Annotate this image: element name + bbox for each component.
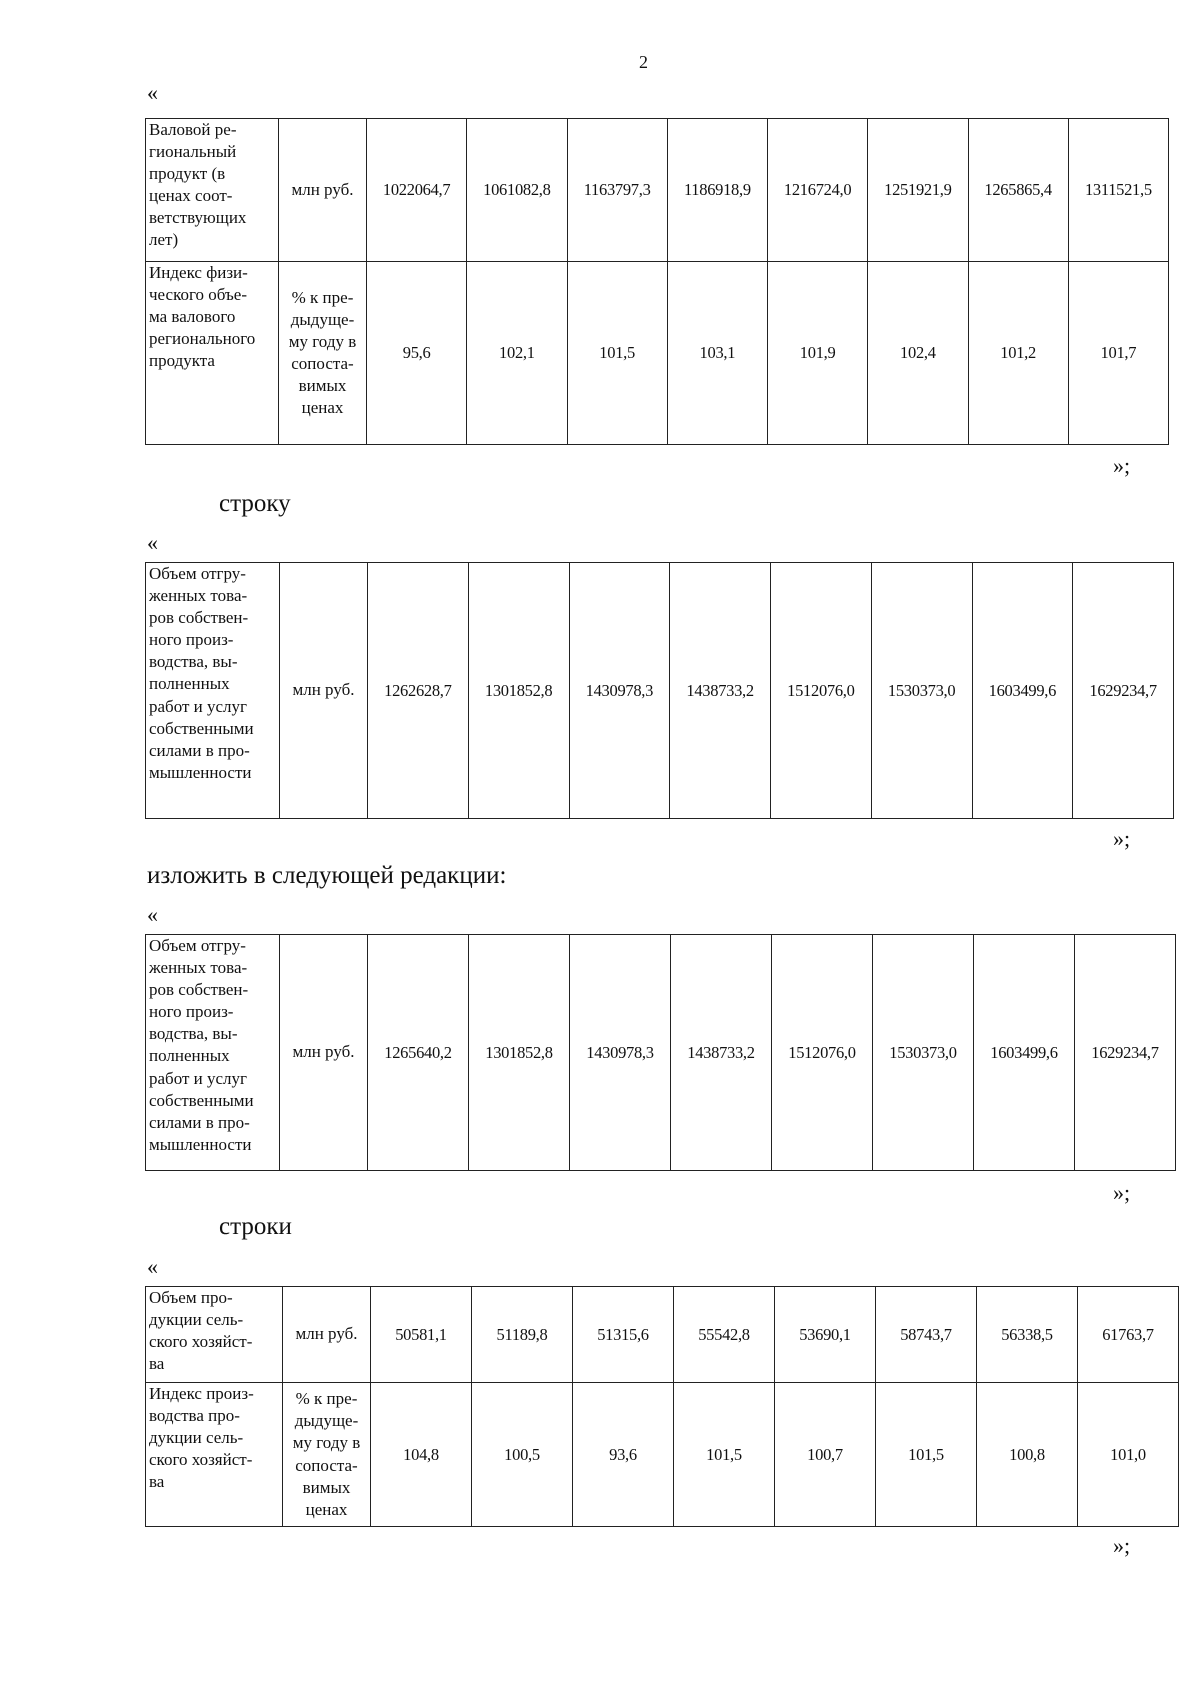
table-row <box>146 1287 1179 1383</box>
value-cell: 1530373,0 <box>873 935 974 1171</box>
value-cell: 1430978,3 <box>570 935 671 1171</box>
value-cell: 55542,8 <box>674 1287 775 1383</box>
value-cell: 1603499,6 <box>972 563 1073 819</box>
shipped-goods-table-old <box>145 562 1174 819</box>
row-unit: % к пре- дыдуще- му году в сопоста- вимых ценах <box>279 262 367 445</box>
value-cell: 1603499,6 <box>974 935 1075 1171</box>
value-cell: 101,5 <box>876 1383 977 1527</box>
value-cell: 1265640,2 <box>368 935 469 1171</box>
value-cell: 1430978,3 <box>569 563 670 819</box>
value-cell: 101,2 <box>968 262 1068 445</box>
value-cell: 1265865,4 <box>968 119 1068 262</box>
heading-new-edition: изложить в следующей редакции: <box>147 862 507 889</box>
page-number: 2 <box>639 52 648 72</box>
open-quote: « <box>147 902 158 927</box>
heading-stroku: строку <box>219 490 291 517</box>
close-quote: »; <box>1113 1533 1131 1558</box>
open-quote: « <box>147 80 158 105</box>
table-row <box>146 119 1169 262</box>
value-cell: 1251921,9 <box>868 119 968 262</box>
value-cell: 95,6 <box>367 262 467 445</box>
table-row <box>146 935 1176 1171</box>
row-name: Объем отгру- женных това- ров собствен- ного произ- водства, вы- полненных работ и услуг собственными силами в про- мышленности <box>146 563 280 819</box>
value-cell: 1311521,5 <box>1068 119 1168 262</box>
value-cell: 101,7 <box>1068 262 1168 445</box>
table-row <box>146 262 1169 445</box>
value-cell: 1301852,8 <box>469 935 570 1171</box>
row-name: Индекс произ- водства про- дукции сель- ского хозяйст- ва <box>146 1383 283 1527</box>
value-cell: 53690,1 <box>775 1287 876 1383</box>
value-cell: 102,4 <box>868 262 968 445</box>
close-quote: »; <box>1113 1180 1131 1205</box>
value-cell: 1186918,9 <box>667 119 767 262</box>
value-cell: 1512076,0 <box>772 935 873 1171</box>
value-cell: 1438733,2 <box>671 935 772 1171</box>
table-row <box>146 1383 1179 1527</box>
value-cell: 51315,6 <box>573 1287 674 1383</box>
row-unit: % к пре- дыдуще- му году в сопоста- вимых ценах <box>283 1383 371 1527</box>
row-unit: млн руб. <box>279 119 367 262</box>
value-cell: 1216724,0 <box>768 119 868 262</box>
value-cell: 61763,7 <box>1078 1287 1179 1383</box>
row-unit: млн руб. <box>283 1287 371 1383</box>
close-quote: »; <box>1113 453 1131 478</box>
value-cell: 51189,8 <box>472 1287 573 1383</box>
value-cell: 100,8 <box>977 1383 1078 1527</box>
row-name: Индекс физи- ческого объе- ма валового регионального продукта <box>146 262 279 445</box>
value-cell: 1301852,8 <box>468 563 569 819</box>
value-cell: 1530373,0 <box>871 563 972 819</box>
value-cell: 101,0 <box>1078 1383 1179 1527</box>
row-name: Валовой ре- гиональный продукт (в ценах соот- ветствующих лет) <box>146 119 279 262</box>
open-quote: « <box>147 530 158 555</box>
value-cell: 101,5 <box>674 1383 775 1527</box>
value-cell: 1022064,7 <box>367 119 467 262</box>
value-cell: 93,6 <box>573 1383 674 1527</box>
agriculture-table <box>145 1286 1179 1527</box>
value-cell: 100,5 <box>472 1383 573 1527</box>
shipped-goods-table-new <box>145 934 1176 1171</box>
open-quote: « <box>147 1254 158 1279</box>
row-name: Объем отгру- женных това- ров собствен- ного произ- водства, вы- полненных работ и услуг собственными силами в про- мышленности <box>146 935 280 1171</box>
value-cell: 1061082,8 <box>467 119 567 262</box>
value-cell: 1629234,7 <box>1075 935 1176 1171</box>
value-cell: 101,5 <box>567 262 667 445</box>
value-cell: 1438733,2 <box>670 563 771 819</box>
value-cell: 103,1 <box>667 262 767 445</box>
value-cell: 1629234,7 <box>1073 563 1174 819</box>
heading-stroki: строки <box>219 1213 292 1240</box>
value-cell: 104,8 <box>371 1383 472 1527</box>
value-cell: 50581,1 <box>371 1287 472 1383</box>
table-row <box>146 563 1174 819</box>
value-cell: 1512076,0 <box>771 563 872 819</box>
close-quote: »; <box>1113 826 1131 851</box>
value-cell: 102,1 <box>467 262 567 445</box>
value-cell: 1163797,3 <box>567 119 667 262</box>
value-cell: 1262628,7 <box>368 563 469 819</box>
value-cell: 56338,5 <box>977 1287 1078 1383</box>
gdp-table <box>145 118 1169 445</box>
row-unit: млн руб. <box>280 563 368 819</box>
value-cell: 100,7 <box>775 1383 876 1527</box>
row-unit: млн руб. <box>280 935 368 1171</box>
row-name: Объем про- дукции сель- ского хозяйст- ва <box>146 1287 283 1383</box>
value-cell: 101,9 <box>768 262 868 445</box>
value-cell: 58743,7 <box>876 1287 977 1383</box>
